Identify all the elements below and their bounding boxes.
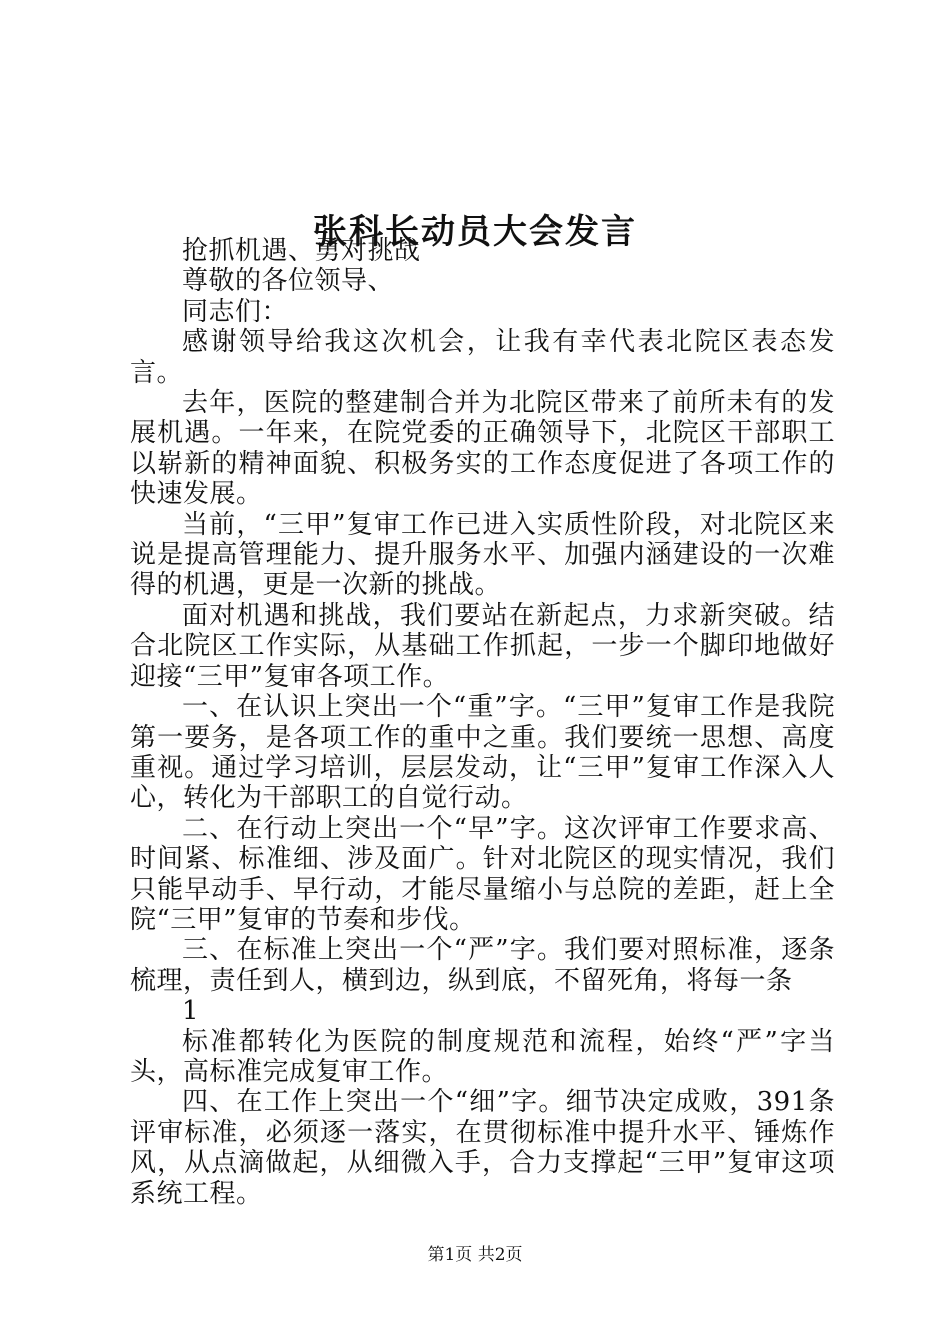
- paragraph: 四、在工作上突出一个“细”字。细节决定成败，391条评审标准，必须逐一落实，在贯彻标准中提升水平、锤炼作风，从点滴做起，从细微入手，合力支撑起“三甲”复审这项系统工程。: [130, 1087, 835, 1209]
- paragraph: 二、在行动上突出一个“早”字。这次评审工作要求高、时间紧、标准细、涉及面广。针对北院区的现实情况，我们只能早动手、早行动，才能尽量缩小与总院的差距，赶上全院“三甲”复审的节奏和步伐。: [130, 813, 835, 935]
- page-footer: 第1页 共2页: [427, 1245, 523, 1265]
- paragraph: 当前，“三甲”复审工作已进入实质性阶段，对北院区来说是提高管理能力、提升服务水平、加强内涵建设的一次难得的机遇，更是一次新的挑战。: [130, 509, 835, 601]
- document-body: [130, 236, 835, 1209]
- paragraph: 面对机遇和挑战，我们要站在新起点，力求新突破。结合北院区工作实际，从基础工作抓起，一步一个脚印地做好迎接“三甲”复审各项工作。: [130, 600, 835, 692]
- paragraph: 同志们：: [182, 296, 289, 327]
- paragraph: 三、在标准上突出一个“严”字。我们要对照标准，逐条梳理，责任到人，横到边，纵到底，不留死角，将每一条: [130, 935, 835, 996]
- paragraph: 感谢领导给我这次机会，让我有幸代表北院区表态发言。: [130, 327, 835, 388]
- paragraph: 标准都转化为医院的制度规范和流程，始终“严”字当头，高标准完成复审工作。: [130, 1026, 835, 1087]
- paragraph: 一、在认识上突出一个“重”字。“三甲”复审工作是我院第一要务，是各项工作的重中之重。我们要统一思想、高度重视。通过学习培训，层层发动，让“三甲”复审工作深入人心，转化为干部职工的自觉行动。: [130, 692, 835, 814]
- paragraph: 尊敬的各位领导、: [182, 266, 395, 297]
- document-title: 张科长动员大会发言: [313, 211, 637, 252]
- paragraph: 抢抓机遇、勇对挑战: [182, 236, 421, 266]
- paragraph: 去年，医院的整建制合并为北院区带来了前所未有的发展机遇。一年来，在院党委的正确领导下，北院区干部职工以崭新的精神面貌、积极务实的工作态度促进了各项工作的快速发展。: [130, 388, 835, 510]
- inline-page-number: 1: [182, 996, 200, 1027]
